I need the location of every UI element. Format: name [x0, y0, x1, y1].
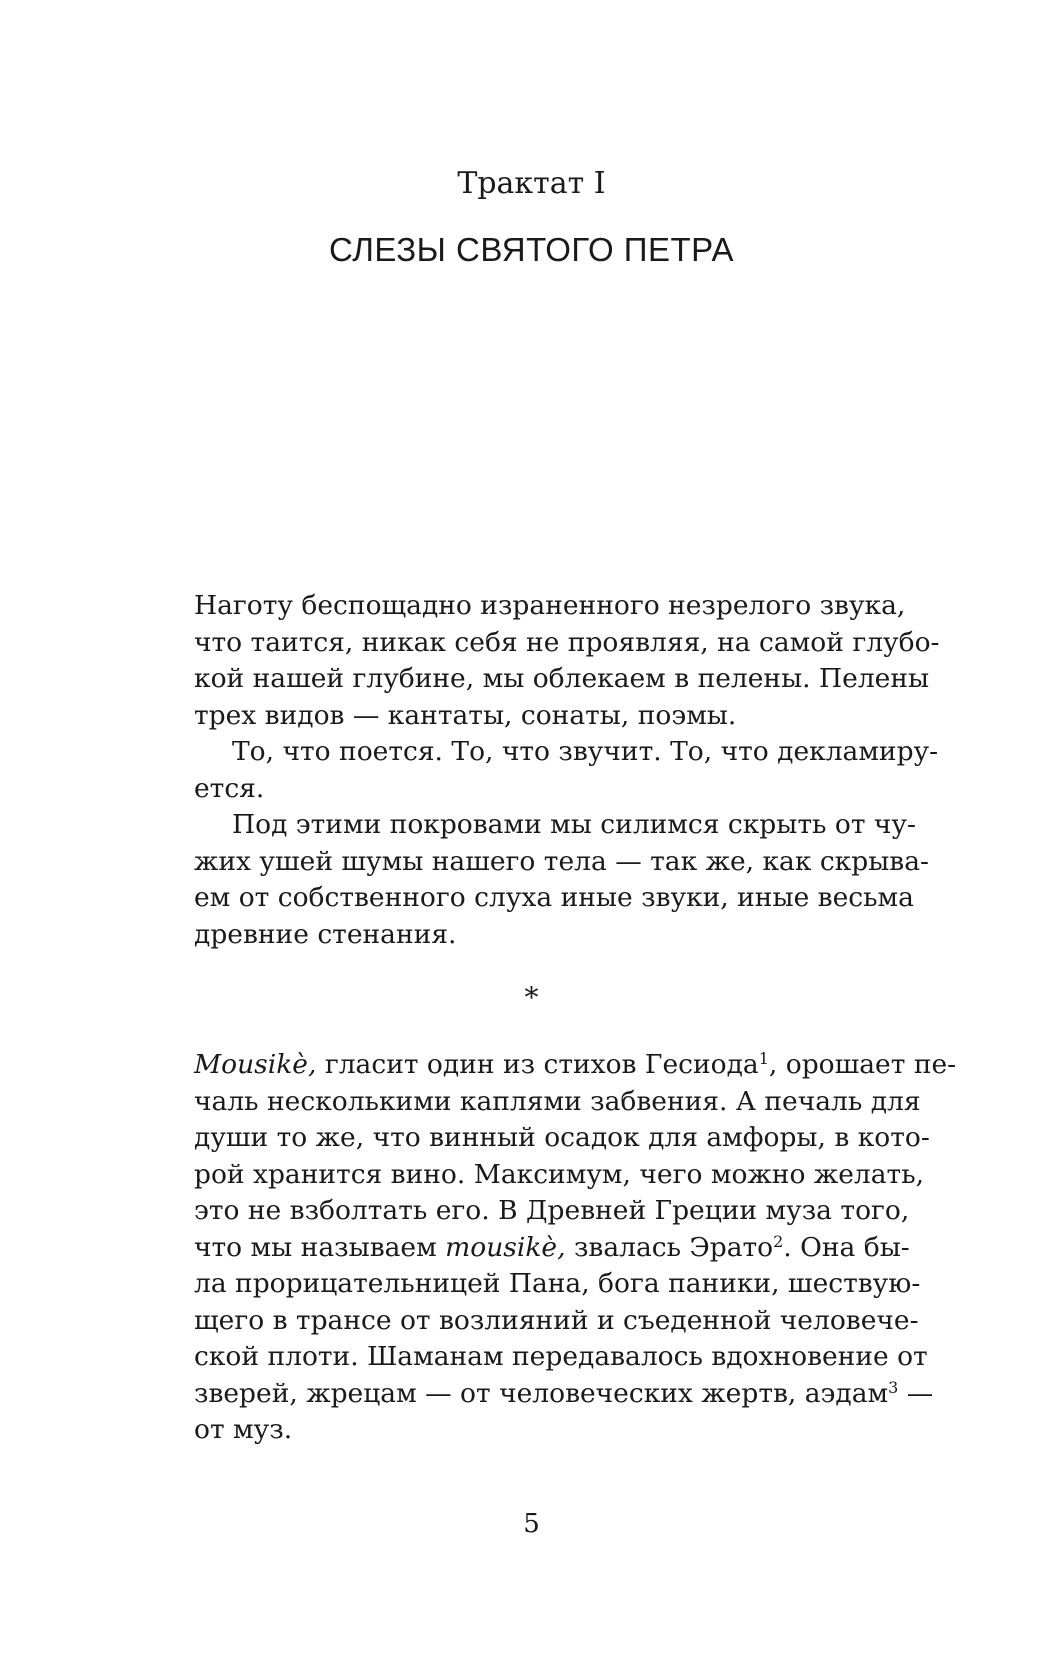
text-fragment: —: [898, 1377, 934, 1409]
text-line: от муз.: [194, 1414, 293, 1445]
text-fragment: звалась Эрато: [565, 1231, 774, 1263]
text-line: чаль несколькими каплями забвения. А печаль для: [194, 1085, 921, 1117]
footnote-ref-2: 2: [773, 1231, 784, 1251]
page-number: 5: [523, 1509, 540, 1539]
treatise-label: Трактат I: [457, 166, 606, 201]
text-fragment: , орошает пе-: [768, 1049, 957, 1080]
text-line: жих ушей шумы нашего тела — так же, как скрыва-: [194, 845, 929, 877]
text-line: ла прорицательницей Пана, бога паники, шествую-: [194, 1268, 921, 1299]
text-fragment: . Она бы-: [783, 1231, 910, 1263]
footnote-ref-3: 3: [888, 1377, 899, 1397]
text-line: рой хранится вино. Максимум, чего можно желать,: [194, 1158, 925, 1190]
text-line: ется.: [194, 772, 265, 804]
chapter-title: СЛЕЗЫ СВЯТОГО ПЕТРА: [329, 231, 734, 268]
text-line: щего в трансе от возлияний и съеденной человече-: [194, 1304, 919, 1336]
text-line: древние стенания.: [194, 918, 457, 950]
text-line: [194, 1376, 934, 1413]
text-line: ем от собственного слуха иные звуки, иные весьма: [194, 882, 914, 913]
section-1-text: [194, 588, 940, 953]
text-line: что таится, никак себя не проявляя, на самой глубо-: [194, 626, 940, 658]
section-separator: *: [524, 981, 539, 1014]
text-line: [194, 1047, 957, 1084]
text-line: Наготу беспощадно израненного незрелого звука,: [194, 590, 906, 621]
section-2-text: [194, 1047, 957, 1449]
text-fragment: зверей, жрецам — от человеческих жертв, аэдам: [194, 1377, 889, 1409]
text-line: То, что поется. То, что звучит. То, что декламиру-: [232, 736, 939, 767]
text-line: ской плоти. Шаманам передавалось вдохновение от: [194, 1341, 928, 1372]
text-line: это не взболтать его. В Древней Греции муза того,: [194, 1195, 910, 1226]
text-line: [194, 1230, 910, 1267]
footnote-ref-1: 1: [758, 1049, 769, 1068]
italic-term: mousikè,: [445, 1231, 566, 1263]
text-line: души то же, что винный осадок для амфоры, в кото-: [194, 1122, 930, 1153]
italic-term: Mousikè,: [194, 1049, 317, 1080]
text-line: кой нашей глубине, мы облекаем в пелены. Пелены: [194, 663, 930, 694]
text-line: Под этими покровами мы силимся скрыть от чу-: [232, 809, 916, 840]
text-fragment: что мы называем: [194, 1231, 446, 1263]
text-fragment: гласит один из стихов Гесиода: [316, 1049, 759, 1080]
text-line: трех видов — кантаты, сонаты, поэмы.: [194, 699, 737, 731]
